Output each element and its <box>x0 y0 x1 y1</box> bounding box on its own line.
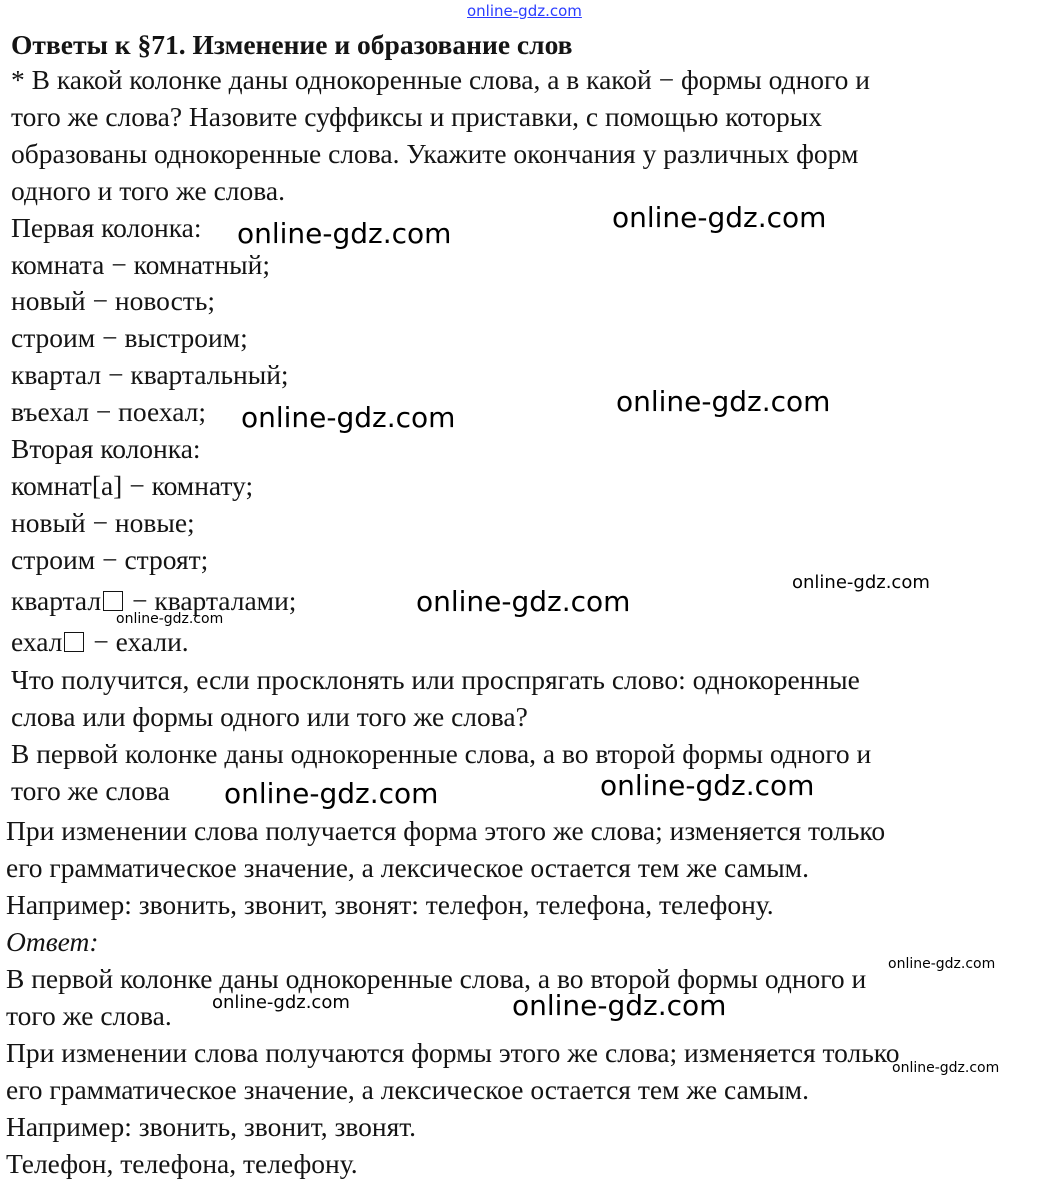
question-line: того же слова? Назовите суффиксы и приставки, с помощью которых <box>11 101 822 132</box>
watermark: online-gdz.com <box>212 992 350 1013</box>
watermark: online-gdz.com <box>612 201 827 234</box>
watermark: online-gdz.com <box>241 401 456 434</box>
column-one-heading: Первая колонка: <box>11 212 202 243</box>
column-one-item: новый − новость; <box>11 285 216 316</box>
column-one-item: въехал − поехал; <box>11 396 207 427</box>
watermark: online-gdz.com <box>616 385 831 418</box>
final-answer-line: При изменении слова получаются формы этого же слова; изменяется только <box>6 1037 900 1068</box>
column-one-item: квартал − квартальный; <box>11 359 289 390</box>
column-two-item: комнат[а] − комнату; <box>11 470 254 501</box>
zero-ending-box <box>64 632 84 652</box>
word-stem: ехал <box>11 626 63 657</box>
word-stem: квартал <box>11 585 102 616</box>
watermark: online-gdz.com <box>237 217 452 250</box>
watermark: online-gdz.com <box>416 585 631 618</box>
explanation-line: Например: звонить, звонит, звонят: телефон, телефона, телефону. <box>6 889 774 920</box>
question-line: * В какой колонке даны однокоренные слова, а в какой − формы одного и <box>11 64 870 95</box>
column-one-item: строим − выстроим; <box>11 322 248 353</box>
column-two-item: новый − новые; <box>11 507 195 538</box>
question-line: образованы однокоренные слова. Укажите окончания у различных форм <box>11 138 859 169</box>
explanation-line: При изменении слова получается форма этого же слова; изменяется только <box>6 815 886 846</box>
question-line: слова или формы одного или того же слова? <box>11 701 528 732</box>
final-answer-line: его грамматическое значение, а лексическое остается тем же самым. <box>6 1074 809 1105</box>
answer-line: В первой колонке даны однокоренные слова, а во второй формы одного и <box>11 738 872 769</box>
final-answer-line: Телефон, телефона, телефону. <box>6 1148 358 1179</box>
explanation-line: его грамматическое значение, а лексическое остается тем же самым. <box>6 852 809 883</box>
page-title: Ответы к §71. Изменение и образование слов <box>11 29 573 60</box>
final-answer-line: Например: звонить, звонит, звонят. <box>6 1111 417 1142</box>
watermark: online-gdz.com <box>512 989 727 1022</box>
column-one-item: комната − комнатный; <box>11 249 270 280</box>
word-form: − кварталами; <box>131 585 297 616</box>
column-two-item: строим − строят; <box>11 544 209 575</box>
question-line: Что получится, если просклонять или проспрягать слово: однокоренные <box>11 664 860 695</box>
watermark: online-gdz.com <box>116 611 224 627</box>
top-watermark-link[interactable]: online-gdz.com <box>467 2 582 20</box>
final-answer-line: В первой колонке даны однокоренные слова, а во второй формы одного и <box>6 963 867 994</box>
watermark: online-gdz.com <box>600 769 815 802</box>
column-two-item <box>11 624 189 660</box>
question-line: одного и того же слова. <box>11 175 285 206</box>
watermark: online-gdz.com <box>888 956 996 972</box>
zero-ending-box <box>103 591 123 611</box>
final-answer-line: того же слова. <box>6 1000 172 1031</box>
word-form: − ехали. <box>93 626 189 657</box>
watermark: online-gdz.com <box>892 1060 1000 1076</box>
answer-label: Ответ: <box>6 926 99 957</box>
watermark: online-gdz.com <box>792 572 930 593</box>
watermark: online-gdz.com <box>224 777 439 810</box>
answer-line: того же слова <box>11 775 170 806</box>
column-two-heading: Вторая колонка: <box>11 433 201 464</box>
